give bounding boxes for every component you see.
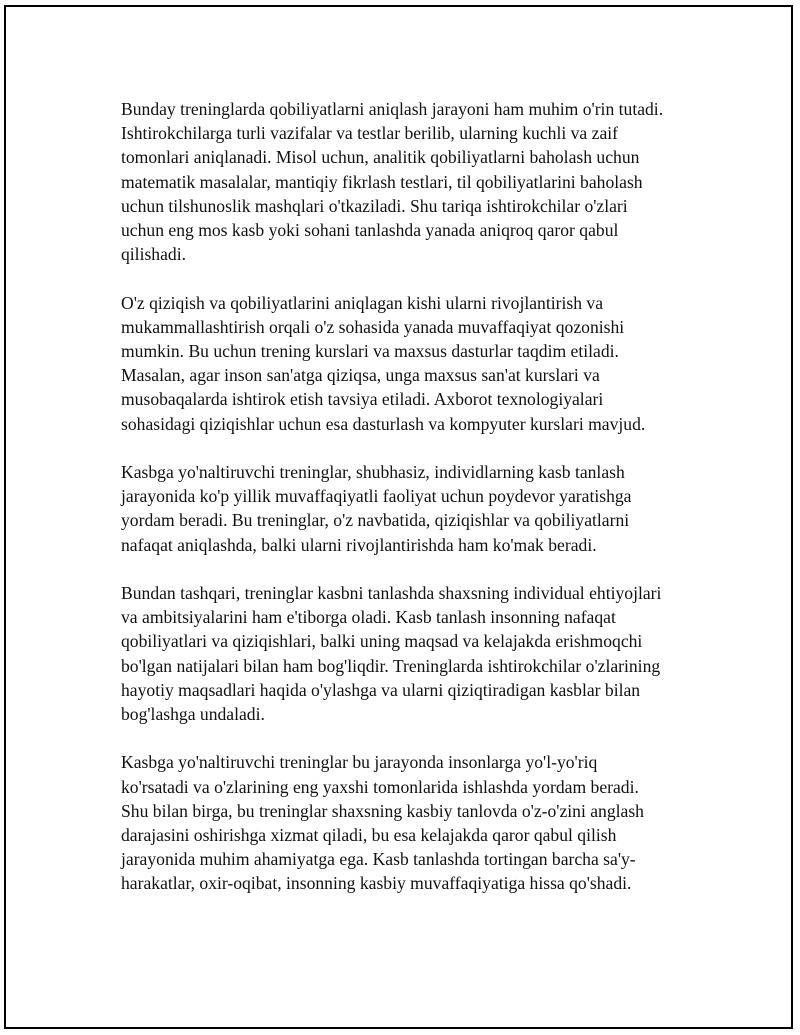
paragraph-4: Bundan tashqari, treninglar kasbni tanlashda shaxsning individual ehtiyojlari va ambitsiyalarini ham e'tiborga oladi. Kasb tanlash insonning nafaqat qobiliyatlari va qiziqishlari, balki uning maqsad va kelajakda erishmoqchi bo'lgan natijalari bilan ham bog'liqdir. Treninglarda ishtirokchilar o'zlarining hayotiy maqsadlari haqida o'ylashga va ularni qiziqtiradigan kasblar bilan bog'lashga undaladi.	[121, 583, 662, 725]
document-body	[121, 97, 713, 920]
paragraph-3: Kasbga yo'naltiruvchi treninglar, shubhasiz, individlarning kasb tanlash jarayonida ko'p yillik muvaffaqiyatli faoliyat uchun poydevor yaratishga yordam beradi. Bu treninglar, o'z navbatida, qiziqishlar va qobiliyatlarni nafaqat aniqlashda, balki ularni rivojlantirishda ham ko'mak beradi.	[121, 462, 632, 555]
page-frame	[4, 5, 793, 1029]
paragraph-5: Kasbga yo'naltiruvchi treninglar bu jarayonda insonlarga yo'l-yo'riq ko'rsatadi va o'zlarining eng yaxshi tomonlarida ishlashda yordam beradi. Shu bilan birga, bu treninglar shaxsning kasbiy tanlovda o'z-o'zini anglash darajasini oshirishga xizmat qiladi, bu esa kelajakda qaror qabul qilish jarayonida muhim ahamiyatga ega. Kasb tanlashda tortingan barcha sa'y- harakatlar, oxir-oqibat, insonning kasbiy muvaffaqiyatiga hissa qo'shadi.	[121, 752, 644, 894]
paragraph-2: O'z qiziqish va qobiliyatlarini aniqlagan kishi ularni rivojlantirish va mukammallashtirish orqali o'z sohasida yanada muvaffaqiyat qozonishi mumkin. Bu uchun trening kurslari va maxsus dasturlar taqdim etiladi. Masalan, agar inson san'atga qiziqsa, unga maxsus san'at kurslari va musobaqalarda ishtirok etish tavsiya etiladi. Axborot texnologiyalari sohasidagi qiziqishlar uchun esa dasturlash va kompyuter kurslari mavjud.	[121, 292, 646, 434]
paragraph-1: Bunday treninglarda qobiliyatlarni aniqlash jarayoni ham muhim o'rin tutadi. Ishtirokchilarga turli vazifalar va testlar berilib, ularning kuchli va zaif tomonlari aniqlanadi. Misol uchun, analitik qobiliyatlarni baholash uchun matematik masalalar, mantiqiy fikrlash testlari, til qobiliyatlarini baholash uchun tilshunoslik mashqlari o'tkaziladi. Shu tariqa ishtirokchilar o'zlari uchun eng mos kasb yoki sohani tanlashda yanada aniqroq qaror qabul qilishadi.	[121, 99, 664, 265]
